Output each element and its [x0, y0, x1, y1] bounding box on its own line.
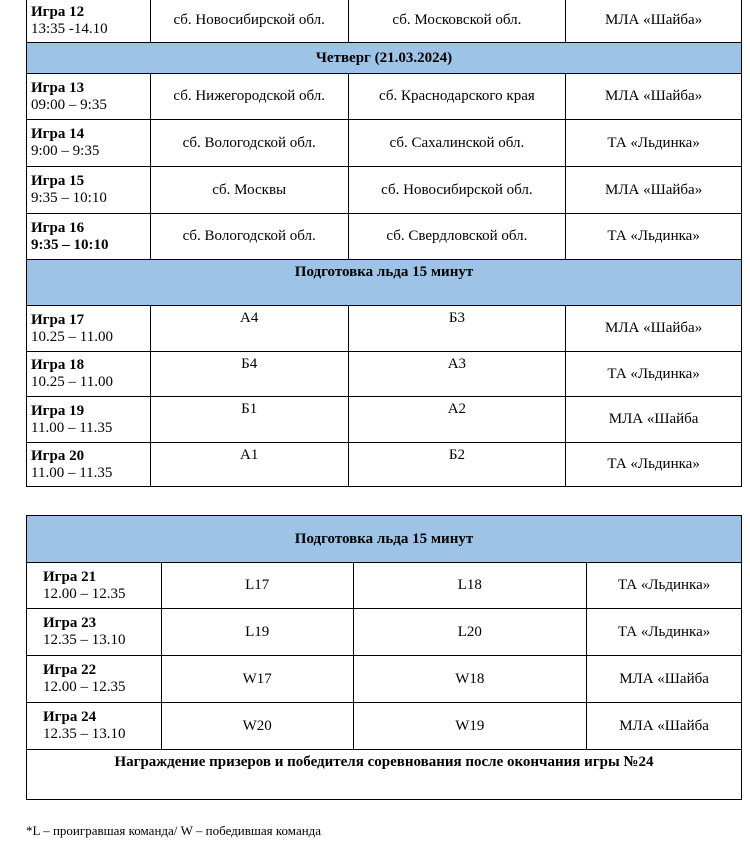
game-title: Игра 16	[31, 219, 85, 236]
game-time: 13:35 -14.10	[31, 20, 108, 37]
game-cell	[27, 306, 151, 352]
venue-cell: ТА «Льдинка»	[566, 352, 742, 397]
table-row	[27, 214, 742, 260]
table-row	[27, 609, 742, 656]
venue-cell: МЛА «Шайба»	[566, 74, 742, 120]
game-title: Игра 14	[31, 126, 85, 142]
venue-cell: МЛА «Шайба	[587, 656, 742, 703]
table-row	[27, 120, 742, 167]
game-time: 12.35 – 13.10	[43, 632, 126, 648]
team1-cell: сб. Вологодской обл.	[150, 120, 348, 167]
game-cell	[27, 703, 162, 750]
game-cell	[27, 443, 151, 487]
game-title: Игра 13	[31, 79, 85, 96]
table-row	[27, 703, 742, 750]
team1-cell: Б4	[150, 352, 348, 397]
team1-cell: Б1	[150, 397, 348, 443]
game-time: 10.25 – 11.00	[31, 328, 113, 345]
table-row	[27, 0, 742, 43]
game-title: Игра 19	[31, 402, 85, 419]
table-row	[27, 397, 742, 443]
schedule-table-2	[26, 515, 742, 800]
game-time: 12.00 – 12.35	[43, 585, 126, 602]
game-cell	[27, 397, 151, 443]
award-row	[27, 750, 742, 800]
game-time: 11.00 – 11.35	[31, 419, 113, 436]
venue-cell: ТА «Льдинка»	[587, 609, 742, 656]
game-title: Игра 23	[43, 615, 97, 631]
ice-prep-row	[27, 260, 742, 306]
table-row	[27, 443, 742, 487]
team1-cell: W17	[161, 656, 353, 703]
venue-cell: МЛА «Шайба»	[566, 167, 742, 214]
venue-cell: МЛА «Шайба»	[566, 306, 742, 352]
schedule-table-1	[26, 0, 742, 487]
team1-cell: W20	[161, 703, 353, 750]
team2-cell: W18	[353, 656, 587, 703]
game-title: Игра 21	[43, 568, 97, 585]
game-time: 9:00 – 9:35	[31, 143, 100, 159]
team2-cell: Б2	[348, 443, 566, 487]
game-title: Игра 22	[43, 662, 97, 678]
game-cell	[27, 563, 162, 609]
ice-prep-header: Подготовка льда 15 минут	[27, 516, 742, 563]
game-title: Игра 20	[31, 447, 85, 464]
team1-cell: А1	[150, 443, 348, 487]
team2-cell: сб. Свердловской обл.	[348, 214, 566, 260]
game-title: Игра 15	[31, 173, 85, 189]
team1-cell: L17	[161, 563, 353, 609]
venue-cell: ТА «Льдинка»	[566, 214, 742, 260]
game-time: 11.00 – 11.35	[31, 464, 113, 481]
venue-cell: МЛА «Шайба	[587, 703, 742, 750]
team2-cell: сб. Сахалинской обл.	[348, 120, 566, 167]
venue-cell: ТА «Льдинка»	[566, 443, 742, 487]
award-text: Награждение призеров и победителя соревнования после окончания игры №24	[27, 750, 742, 800]
day-header-row	[27, 43, 742, 74]
game-time: 09:00 – 9:35	[31, 96, 107, 113]
team1-cell: сб. Нижегородской обл.	[150, 74, 348, 120]
game-time: 9:35 – 10:10	[31, 236, 109, 253]
game-title: Игра 17	[31, 311, 85, 328]
game-cell	[27, 120, 151, 167]
ice-prep-header: Подготовка льда 15 минут	[27, 260, 742, 306]
game-cell	[27, 0, 151, 43]
table-row	[27, 563, 742, 609]
game-title: Игра 24	[43, 709, 97, 725]
table-row	[27, 656, 742, 703]
team2-cell: L18	[353, 563, 587, 609]
venue-cell: МЛА «Шайба»	[566, 0, 742, 43]
venue-cell: ТА «Льдинка»	[566, 120, 742, 167]
table-row	[27, 306, 742, 352]
table-row	[27, 167, 742, 214]
team1-cell: L19	[161, 609, 353, 656]
team1-cell: сб. Новосибирской обл.	[150, 0, 348, 43]
venue-cell: МЛА «Шайба	[566, 397, 742, 443]
game-cell	[27, 214, 151, 260]
team2-cell: W19	[353, 703, 587, 750]
game-title: Игра 18	[31, 357, 85, 373]
game-title: Игра 12	[31, 3, 85, 20]
team1-cell: сб. Вологодской обл.	[150, 214, 348, 260]
team1-cell: А4	[150, 306, 348, 352]
footnote: *L – проигравшая команда/ W – победившая команда	[26, 823, 322, 838]
table-row	[27, 352, 742, 397]
team2-cell: L20	[353, 609, 587, 656]
venue-cell: ТА «Льдинка»	[587, 563, 742, 609]
game-cell	[27, 609, 162, 656]
game-time: 9:35 – 10:10	[31, 190, 107, 206]
game-cell	[27, 352, 151, 397]
day-header: Четверг (21.03.2024)	[27, 43, 742, 74]
ice-prep-row	[27, 516, 742, 563]
game-cell	[27, 656, 162, 703]
table-row	[27, 74, 742, 120]
team1-cell: сб. Москвы	[150, 167, 348, 214]
team2-cell: сб. Новосибирской обл.	[348, 167, 566, 214]
game-time: 10.25 – 11.00	[31, 374, 113, 390]
game-cell	[27, 167, 151, 214]
game-time: 12.35 – 13.10	[43, 726, 126, 742]
team2-cell: сб. Краснодарского края	[348, 74, 566, 120]
team2-cell: Б3	[348, 306, 566, 352]
team2-cell: А3	[348, 352, 566, 397]
game-time: 12.00 – 12.35	[43, 679, 126, 695]
game-cell	[27, 74, 151, 120]
team2-cell: А2	[348, 397, 566, 443]
team2-cell: сб. Московской обл.	[348, 0, 566, 43]
